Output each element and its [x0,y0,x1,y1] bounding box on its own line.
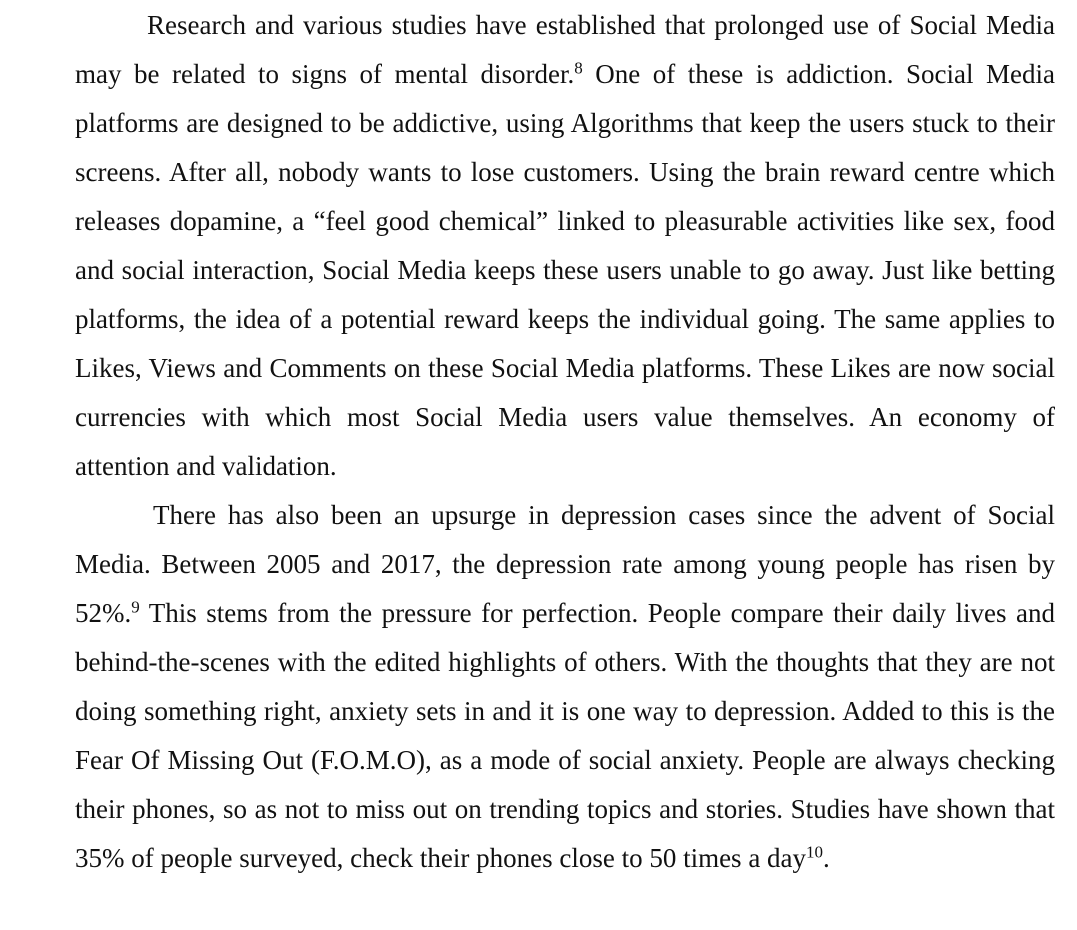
document-page [75,0,1055,883]
paragraph-addiction [75,0,1055,491]
paragraph-text: There has also been an upsurge in depression cases since the advent of Social Media. Between 2005 and 2017, the depression rate among young people has risen by 52%. [75,500,1055,628]
footnote-ref-10[interactable]: 10 [806,842,824,862]
footnote-ref-9[interactable]: 9 [131,597,140,617]
paragraph-text: . [823,843,830,873]
paragraph-text: One of these is addiction. Social Media platforms are designed to be addictive, using Algorithms that keep the users stuck to their screens. After all, nobody wants to lose customers. Using the brain reward centre which releases dopamine, a “feel good chemical” linked to pleasurable activities like sex, food and social interaction, Social Media keeps these users unable to go away. Just like betting platforms, the idea of a potential reward keeps the individual going. The same applies to Likes, Views and Comments on these Social Media platforms. These Likes are now social currencies with which most Social Media users value themselves. An economy of attention and validation. [75,59,1055,481]
paragraph-depression [75,491,1055,883]
footnote-ref-8[interactable]: 8 [574,58,583,78]
paragraph-text: Research and various studies have established that prolonged use of Social Media may be related to signs of mental disorder. [75,10,1055,89]
paragraph-text: This stems from the pressure for perfection. People compare their daily lives and behind-the-scenes with the edited highlights of others. With the thoughts that they are not doing something right, anxiety sets in and it is one way to depression. Added to this is the Fear Of Missing Out (F.O.M.O), as a mode of social anxiety. People are always checking their phones, so as not to miss out on trending topics and stories. Studies have shown that 35% of people surveyed, check their phones close to 50 times a day [75,598,1055,873]
